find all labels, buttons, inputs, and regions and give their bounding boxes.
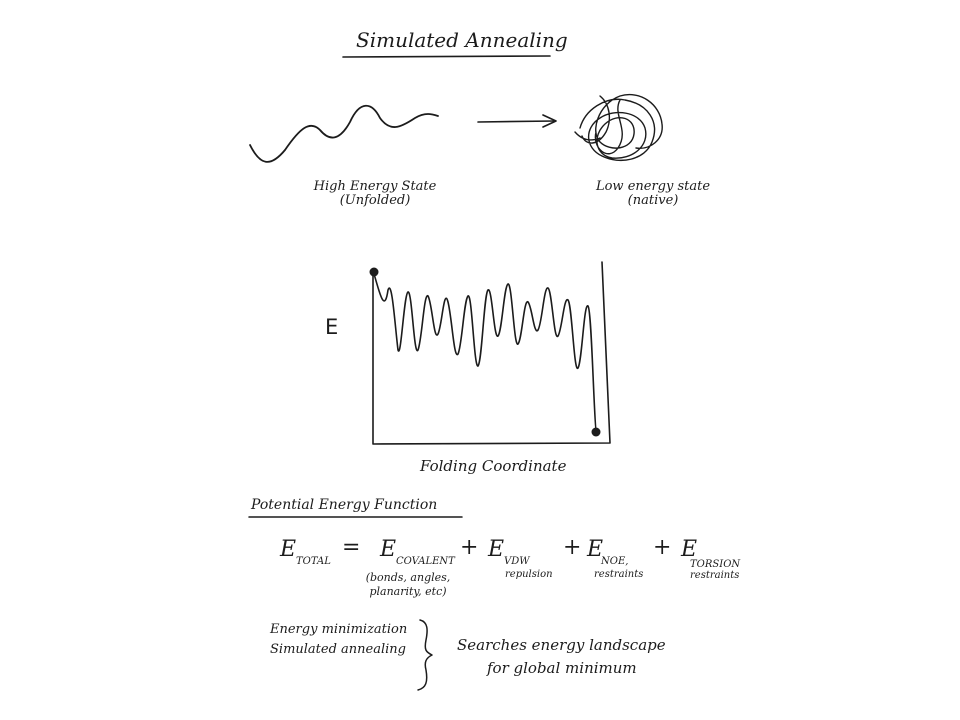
method-item-simulated-annealing: Simulated annealing xyxy=(270,642,406,658)
e-total-subscript: TOTAL xyxy=(296,556,331,567)
high-energy-state-line1: High Energy State xyxy=(313,179,437,194)
covalent-note xyxy=(352,571,464,599)
e-vdw-subscript: VDW xyxy=(504,556,530,567)
folding-coordinate-label: Folding Coordinate xyxy=(420,457,567,475)
e-torsion-symbol: E xyxy=(681,537,698,562)
arrow-right-icon xyxy=(478,115,556,127)
low-energy-state-line1: Low energy state xyxy=(595,179,711,194)
high-energy-state-label xyxy=(300,180,450,209)
unfolded-chain xyxy=(250,106,438,162)
method-item-energy-minimization: Energy minimization xyxy=(270,622,408,637)
method-result xyxy=(457,634,666,681)
e-vdw-note: repulsion xyxy=(505,569,553,580)
plus-sign-1: + xyxy=(460,535,479,560)
folded-tangle xyxy=(575,95,662,161)
e-vdw-symbol: E xyxy=(488,537,505,562)
low-energy-state-line2: (native) xyxy=(627,193,679,209)
method-result-line2: for global minimum xyxy=(487,659,637,678)
start-point-marker xyxy=(370,268,379,277)
equals-sign: = xyxy=(342,535,361,560)
plus-sign-2: + xyxy=(563,535,582,560)
e-noe-symbol: E xyxy=(587,537,604,562)
e-noe-note: restraints xyxy=(594,569,644,580)
e-torsion-subscript: TORSION xyxy=(690,559,741,570)
e-torsion-note: restraints xyxy=(690,570,740,581)
energy-landscape-curve xyxy=(373,271,597,434)
high-energy-state-line2: (Unfolded) xyxy=(339,193,411,209)
method-result-line1: Searches energy landscape xyxy=(457,636,666,654)
global-minimum-marker xyxy=(592,428,601,437)
section-heading: Potential Energy Function xyxy=(251,497,438,513)
e-covalent-symbol: E xyxy=(380,537,397,562)
e-noe-subscript: NOE, xyxy=(601,556,629,567)
energy-axis-label: E xyxy=(325,315,339,339)
e-total-symbol: E xyxy=(280,537,297,562)
title-underline xyxy=(343,56,550,57)
covalent-note-line2: planarity, etc) xyxy=(369,584,447,598)
method-list xyxy=(270,620,407,660)
curly-brace xyxy=(418,620,432,690)
low-energy-state-label xyxy=(578,180,728,209)
plus-sign-3: + xyxy=(653,535,672,560)
covalent-note-line1: (bonds, angles, xyxy=(365,571,451,584)
e-covalent-subscript: COVALENT xyxy=(396,556,455,567)
page-title: Simulated Annealing xyxy=(356,28,568,52)
